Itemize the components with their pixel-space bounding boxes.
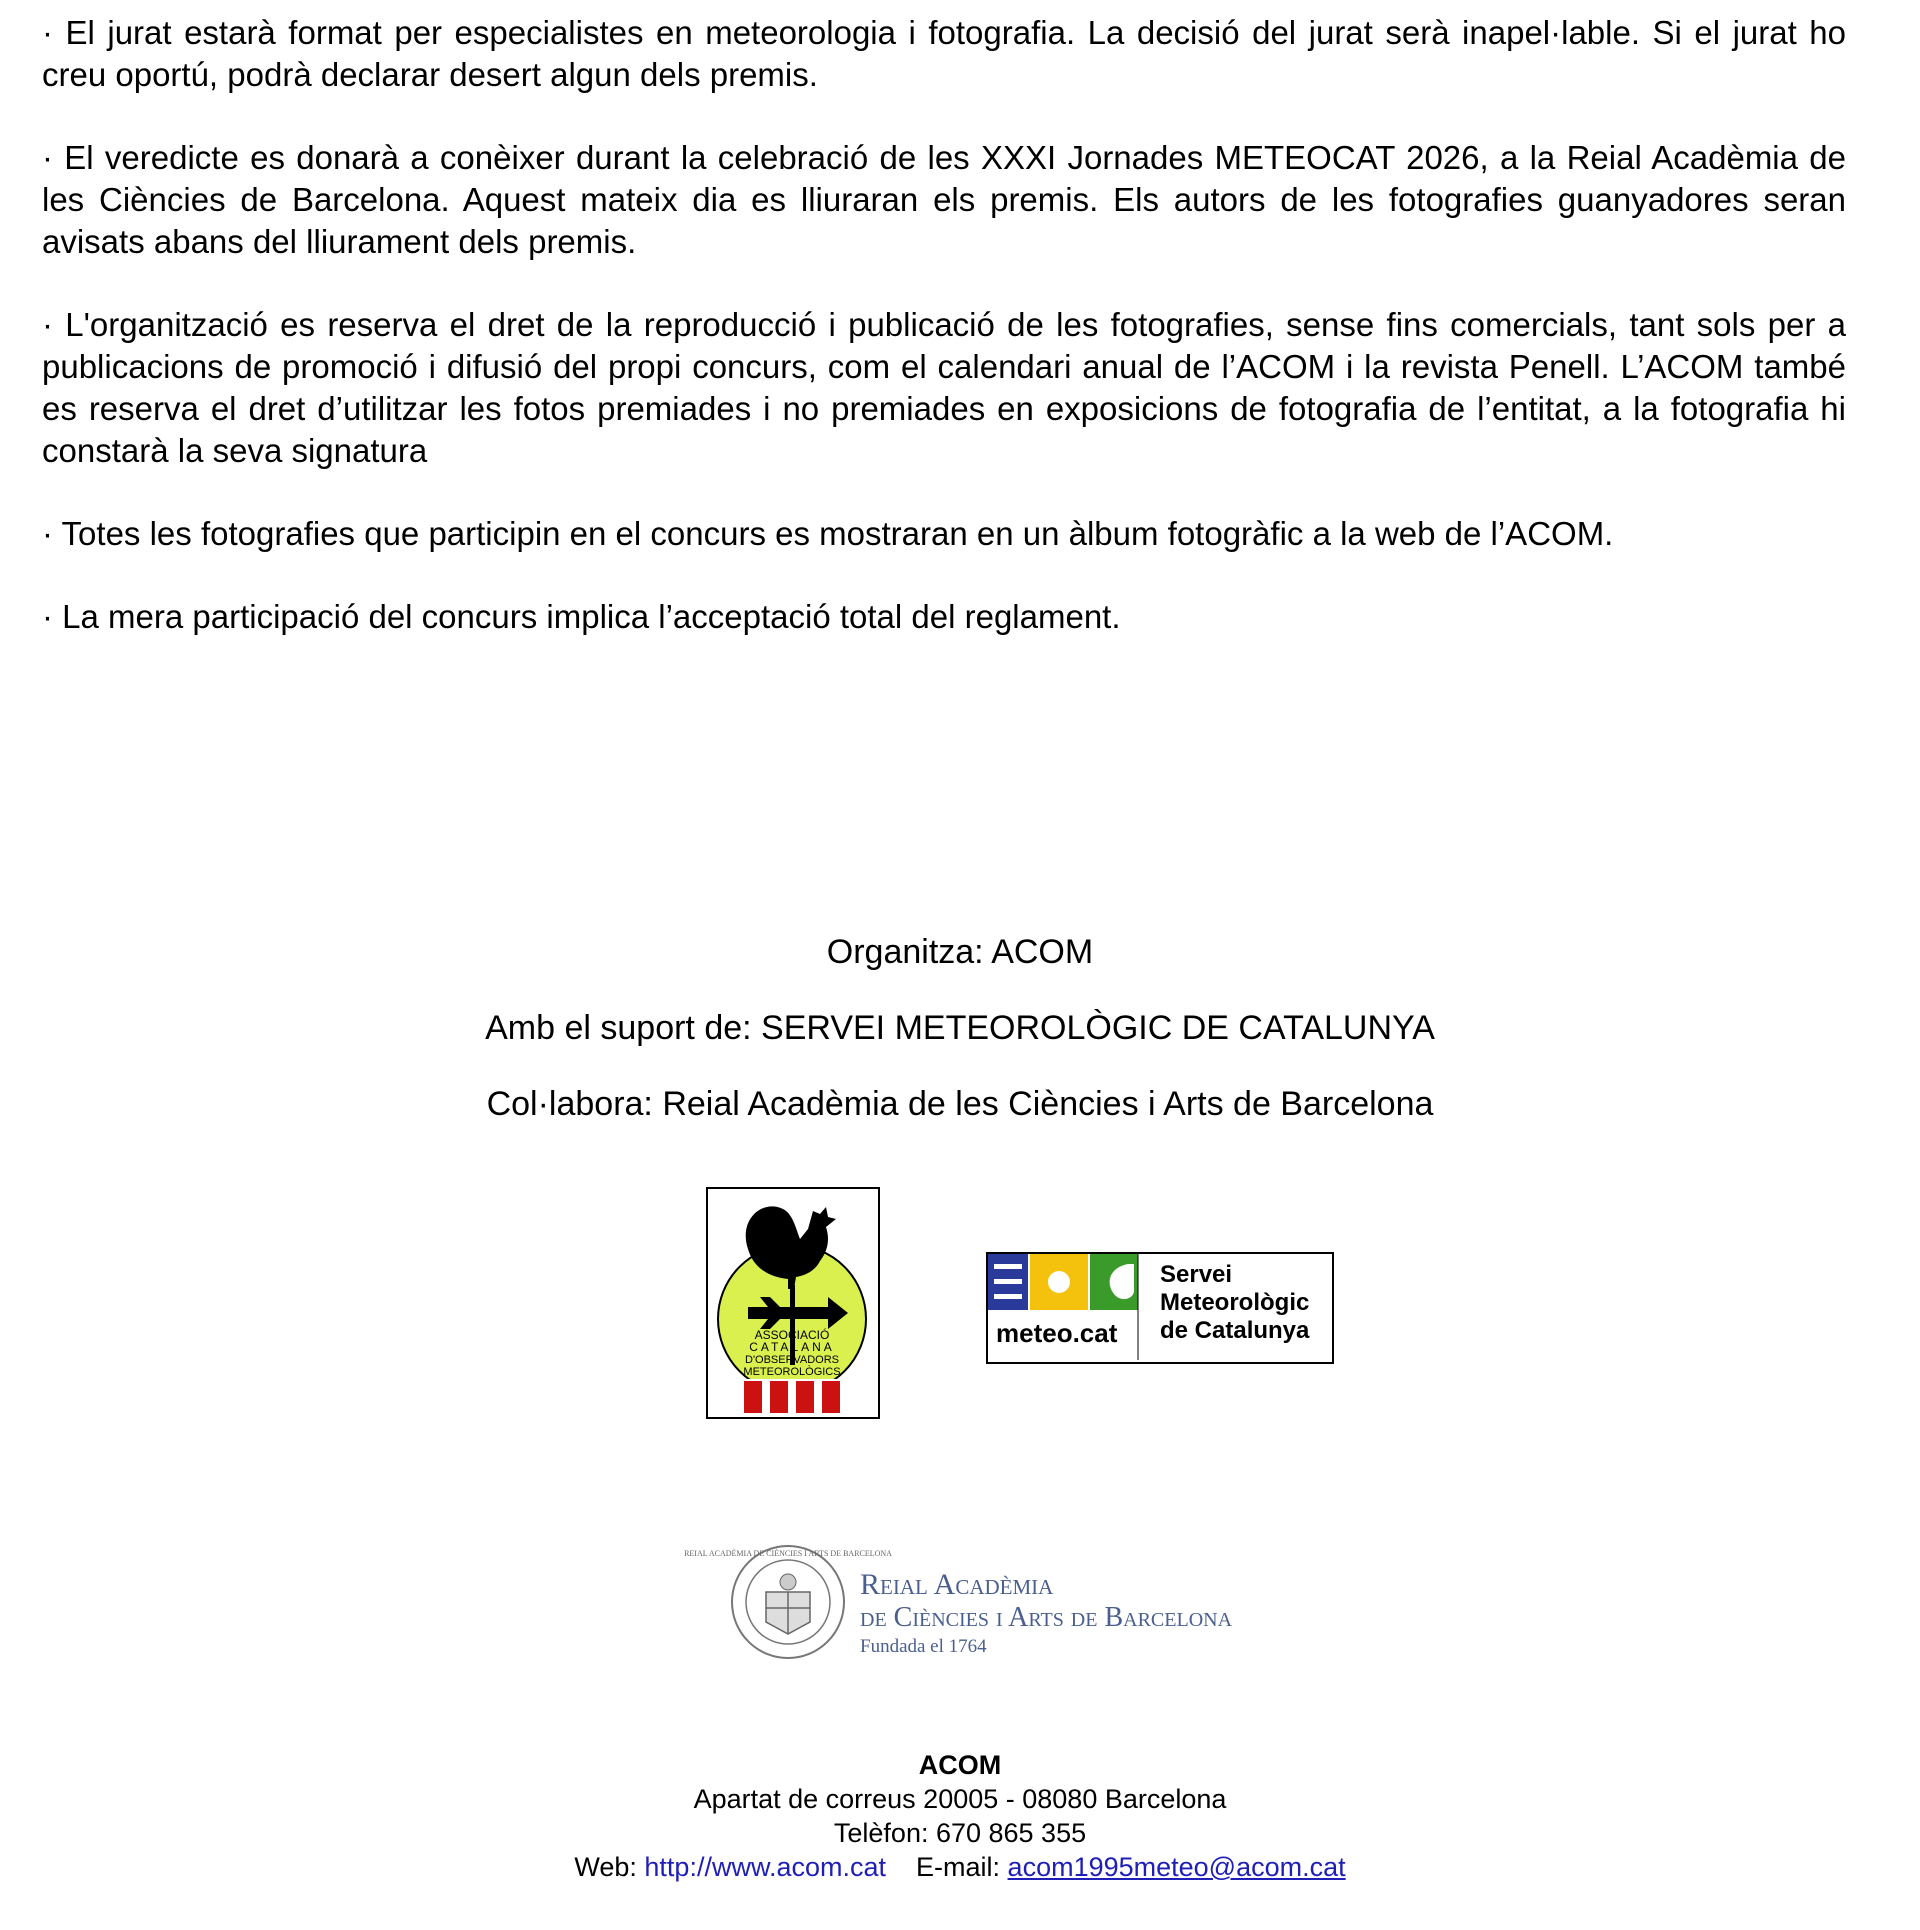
meteocat-logo [986,1252,1334,1364]
email-label: E-mail: [916,1852,1001,1882]
meteocat-name-line3: de Catalunya [1160,1317,1310,1344]
web-label: Web: [574,1852,637,1882]
weathervane-rooster-icon [708,1189,878,1417]
meteocat-name-line1: Servei [1160,1261,1233,1288]
logos-row [0,1187,1920,1419]
rule-verdict: · El veredicte es donarà a conèixer durant la celebració de les XXXI Jornades METEOCAT 2026, a la Reial Acadèmia de les Ciències de Barcelona. Aquest mateix dia es lliuraran els premis. Els autors de les fotografies guanyadores seran avisats abans del lliurament dels premis. [42,139,1846,260]
web-link[interactable]: http://www.acom.cat [644,1852,886,1882]
footer-phone: Telèfon: 670 865 355 [833,1818,1087,1848]
academy-seal-icon [684,1542,1328,1662]
rule-acceptance: · La mera participació del concurs implica l’acceptació total del reglament. [42,598,1121,635]
credit-col-labora: Col·labora: Reial Acadèmia de les Ciències i Arts de Barcelona [486,1085,1434,1123]
rule-rights: · L'organització es reserva el dret de la reproducció i publicació de les fotografies, sense fins comercials, tant sols per a publicacions de promoció i difusió del propi concurs, com el calendari anual de l’ACOM i la revista Penell. L’ACOM també es reserva el dret d’utilitzar les fotos premiades i no premiades en exposicions de fotografia de l’entitat, a la fotografia hi constarà la seva signatura [42,306,1846,469]
meteocat-name-line2: Meteorològic [1160,1289,1310,1316]
reial-line1: Reial Acadèmia [860,1568,1054,1601]
rules-section [42,12,1846,679]
rule-album: · Totes les fotografies que participin en el concurs es mostraran en un àlbum fotogràfic a la web de l’ACOM. [42,515,1614,552]
acom-text-line2: CATALANA [749,1340,835,1354]
contact-footer [0,1748,1920,1884]
reial-line3: Fundada el 1764 [860,1636,987,1657]
credit-suport: Amb el suport de: SERVEI METEOROLÒGIC DE CATALUNYA [485,1009,1435,1047]
reial-academia-logo [684,1542,1328,1662]
acom-logo [706,1187,880,1419]
meteocat-icon [988,1254,1332,1362]
reial-line2: de Ciències i Arts de Barcelona [860,1602,1233,1633]
acom-text-line4: METEOROLÒGICS [743,1366,841,1378]
acom-text-line3: D'OBSERVADORS [745,1354,839,1366]
rule-jury: · El jurat estarà format per especialistes en meteorologia i fotografia. La decisió del jurat serà inapel·lable. Si el jurat ho creu oportú, podrà declarar desert algun dels premis. [42,14,1846,93]
seal-text: REIAL ACADÈMIA DE CIÈNCIES I ARTS DE BARCELONA [684,1549,892,1558]
footer-address: Apartat de correus 20005 - 08080 Barcelona [693,1784,1227,1814]
credit-organitza: Organitza: ACOM [826,933,1094,971]
footer-web-email [0,1850,1920,1884]
meteocat-brand: meteo.cat [996,1318,1118,1348]
email-link[interactable]: acom1995meteo@acom.cat [1007,1852,1346,1882]
acom-text-line1: ASSOCIACIÓ [754,1328,830,1342]
footer-org: ACOM [918,1750,1002,1780]
